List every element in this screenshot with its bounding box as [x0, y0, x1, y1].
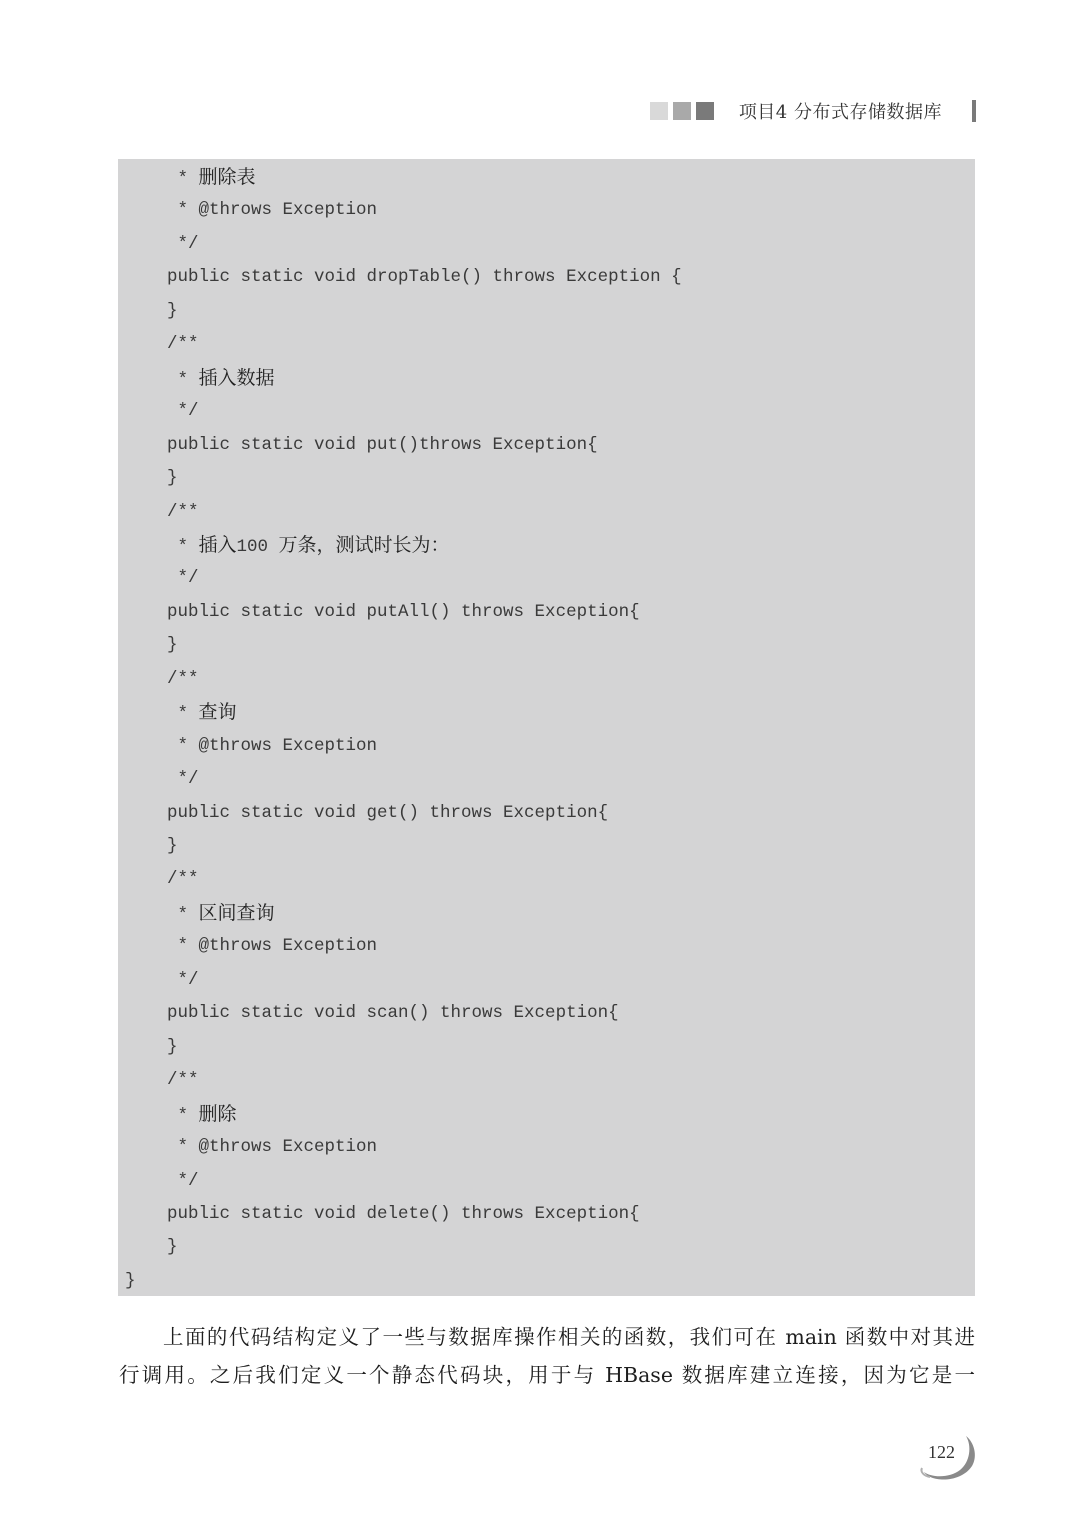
code-line: } — [167, 635, 178, 656]
code-line: /** — [167, 869, 199, 890]
chapter-title: 项目4 分布式存储数据库 — [738, 102, 942, 123]
code-line: /** — [167, 501, 199, 522]
code-line: } — [167, 468, 178, 489]
code-line: public static void delete() throws Exception{ — [167, 1203, 640, 1224]
code-line: public static void dropTable() throws Exception { — [167, 267, 682, 288]
body-line: 行调用。之后我们定义一个静态代码块，用于与 HBase 数据库建立连接，因为它是一 — [119, 1363, 975, 1387]
code-line: * 插入数据 — [177, 366, 275, 390]
header-square-dark — [696, 102, 714, 120]
code-line: * 删除 — [177, 1102, 237, 1126]
page-number: 122 — [928, 1442, 955, 1462]
code-line: */ — [177, 568, 199, 589]
code-line: public static void scan() throws Exception{ — [167, 1003, 619, 1024]
code-line: * 插入100 万条，测试时长为： — [177, 533, 450, 557]
code-line: public static void put()throws Exception{ — [167, 434, 598, 455]
body-line: 上面的代码结构定义了一些与数据库操作相关的函数，我们可在 main 函数中对其进 — [163, 1325, 975, 1349]
code-line: * @throws Exception — [177, 936, 378, 957]
code-line: */ — [177, 233, 199, 254]
body-paragraph — [119, 1318, 975, 1394]
header-square-mid — [673, 102, 691, 120]
code-line: } — [167, 836, 178, 856]
running-header — [650, 96, 976, 126]
code-line: * 查询 — [177, 701, 237, 725]
code-line: * @throws Exception — [177, 1137, 378, 1158]
header-squares — [650, 102, 719, 120]
code-line: */ — [177, 1170, 199, 1191]
code-line: } — [167, 1036, 178, 1057]
code-block — [118, 159, 975, 1296]
code-line: } — [125, 1270, 136, 1291]
code-line: */ — [177, 401, 199, 422]
code-line: * @throws Exception — [177, 200, 378, 221]
page-number-badge — [916, 1432, 980, 1484]
code-line: */ — [177, 769, 199, 790]
code-line: } — [167, 1237, 178, 1258]
code-line: * 删除表 — [177, 166, 256, 189]
code-line: public static void get() throws Exception{ — [167, 802, 609, 823]
code-line: public static void putAll() throws Exception{ — [167, 601, 640, 622]
code-line: * 区间查询 — [177, 901, 275, 925]
code-line: * @throws Exception — [177, 735, 378, 756]
code-line: /** — [167, 334, 199, 355]
code-line: } — [167, 300, 178, 321]
code-line: /** — [167, 1070, 199, 1091]
header-square-light — [650, 102, 668, 120]
code-line: /** — [167, 668, 199, 689]
code-line: */ — [177, 969, 199, 990]
header-bar — [972, 100, 976, 122]
